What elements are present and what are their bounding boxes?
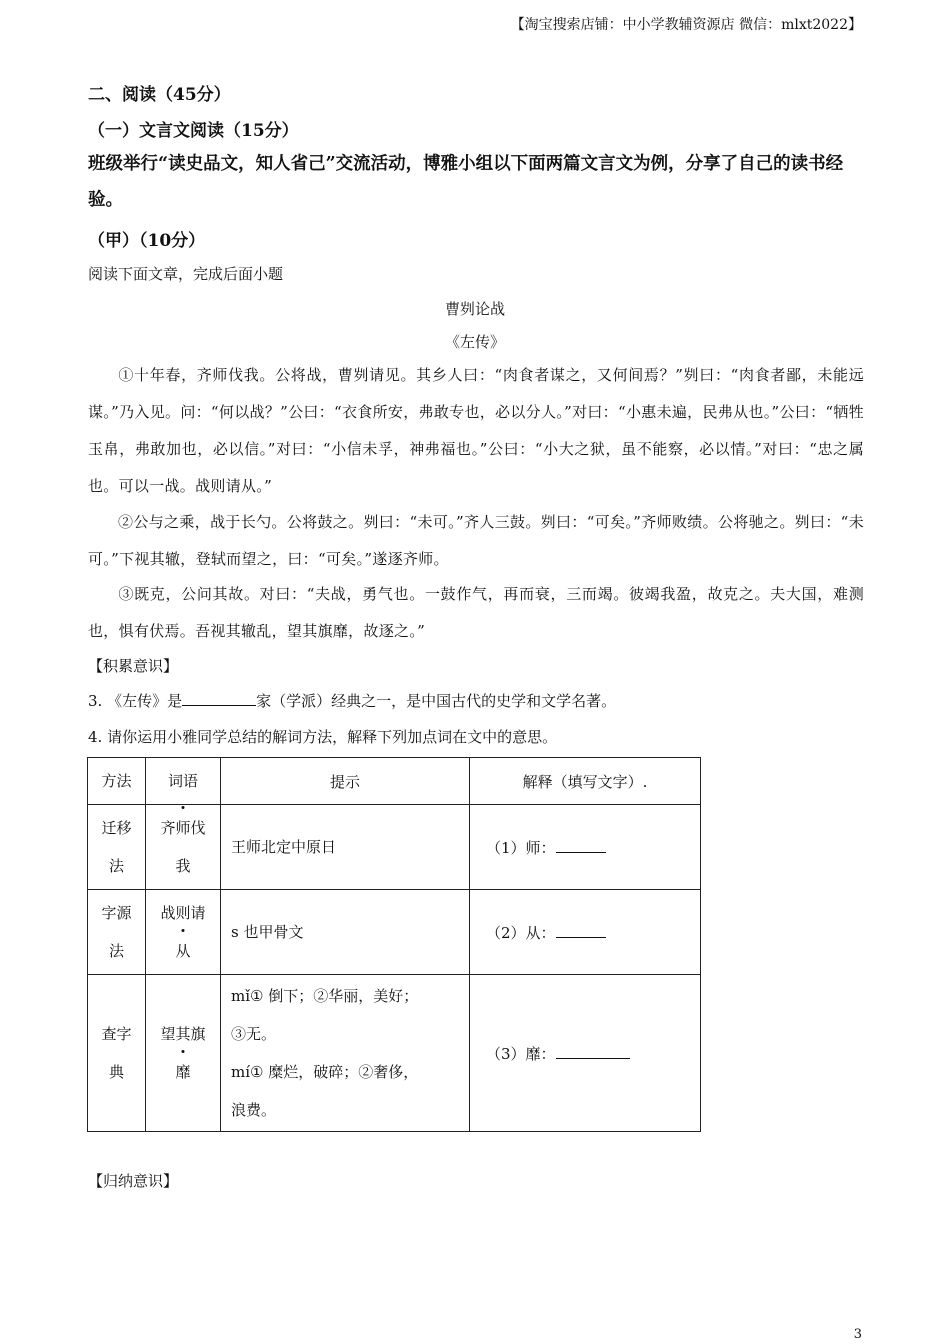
induce-heading: 【归纳意识】	[88, 1172, 179, 1190]
intro-text: 班级举行“读史品文，知人省己”交流活动，博雅小组以下面两篇文言文为例，分享了自己的读书经验。	[88, 154, 844, 210]
answer-cell: （2）从：	[470, 890, 701, 975]
hint-cell: s 也甲骨文	[221, 890, 470, 975]
part-title: （甲）（10分）	[88, 231, 206, 251]
passage-source: 《左传》	[444, 333, 505, 351]
answer-cell: （3）靡：	[470, 975, 701, 1132]
method-cell: 迁移 法	[88, 805, 146, 890]
instruction: 阅读下面文章，完成后面小题	[88, 265, 284, 283]
dotted-character: 从	[175, 932, 190, 970]
accumulate-heading: 【积累意识】	[88, 657, 179, 675]
table-row	[88, 805, 701, 890]
header-method: 方法	[88, 758, 146, 805]
dotted-character: 靡	[175, 1053, 190, 1091]
table-header-row	[88, 758, 701, 805]
answer-blank[interactable]	[556, 838, 606, 853]
answer-blank[interactable]	[182, 691, 256, 706]
section-title: 二、阅读（45分）	[88, 85, 231, 105]
question-3: 3. 《左传》是 家（学派）经典之一，是中国古代的史学和文学名著。	[88, 692, 617, 710]
hint-cell: 王师北定中原日	[221, 805, 470, 890]
answer-cell: （1）师：	[470, 805, 701, 890]
question-4: 4. 请你运用小雅同学总结的解词方法，解释下列加点词在文中的意思。	[88, 728, 558, 746]
passage-paragraph-1: ①十年春，齐师伐我。公将战，曹刿请见。其乡人曰：“肉食者谋之，又何间焉？”刿曰：“肉食者鄙，未能远谋。”乃入见。问：“何以战？”公曰：“衣食所安，弗敢专也，必以分人。”对曰：“小惠未遍，民弗从也。”公曰：“牺牲玉帛，弗敢加也，必以信。”对曰：“小信未孚，神弗福也。”公曰：“小大之狱，虽不能察，必以情。”对曰：“忠之属也。可以一战。战则请从。”	[88, 366, 864, 495]
header-hint: 提示	[221, 758, 470, 805]
method-cell: 字源 法	[88, 890, 146, 975]
table-row	[88, 975, 701, 1132]
subsection-title: （一）文言文阅读（15分）	[88, 121, 299, 141]
word-cell: 齐师伐 我	[146, 805, 221, 890]
word-cell: 战则请 从	[146, 890, 221, 975]
dotted-character: 师	[175, 809, 190, 847]
passage-paragraph-2: ②公与之乘，战于长勺。公将鼓之。刿曰：“未可。”齐人三鼓。刿曰：“可矣。”齐师败绩。公将驰之。刿曰：“未可。”下视其辙，登轼而望之，曰：“可矣。”遂逐齐师。	[88, 513, 864, 568]
header-note: 【淘宝搜索店铺：中小学教辅资源店 微信：mlxt2022】	[510, 17, 862, 33]
method-cell: 查字 典	[88, 975, 146, 1132]
word-explanation-table	[87, 757, 701, 1132]
header-word: 词语	[146, 758, 221, 805]
word-cell: 望其旗 靡	[146, 975, 221, 1132]
page-number: 3	[853, 1327, 862, 1342]
hint-cell: mǐ① 倒下；②华丽，美好； ③无。 mí① 糜烂，破碎；②奢侈， 浪费。	[221, 975, 470, 1132]
answer-blank[interactable]	[556, 1044, 630, 1059]
answer-blank[interactable]	[556, 923, 606, 938]
passage-title: 曹刿论战	[444, 300, 505, 318]
header-explanation: 解释（填写文字）.	[470, 758, 701, 805]
passage-paragraph-3: ③既克，公问其故。对曰：“夫战，勇气也。一鼓作气，再而衰，三而竭。彼竭我盈，故克之。夫大国，难测也，惧有伏焉。吾视其辙乱，望其旗靡，故逐之。”	[88, 585, 864, 640]
table-row	[88, 890, 701, 975]
